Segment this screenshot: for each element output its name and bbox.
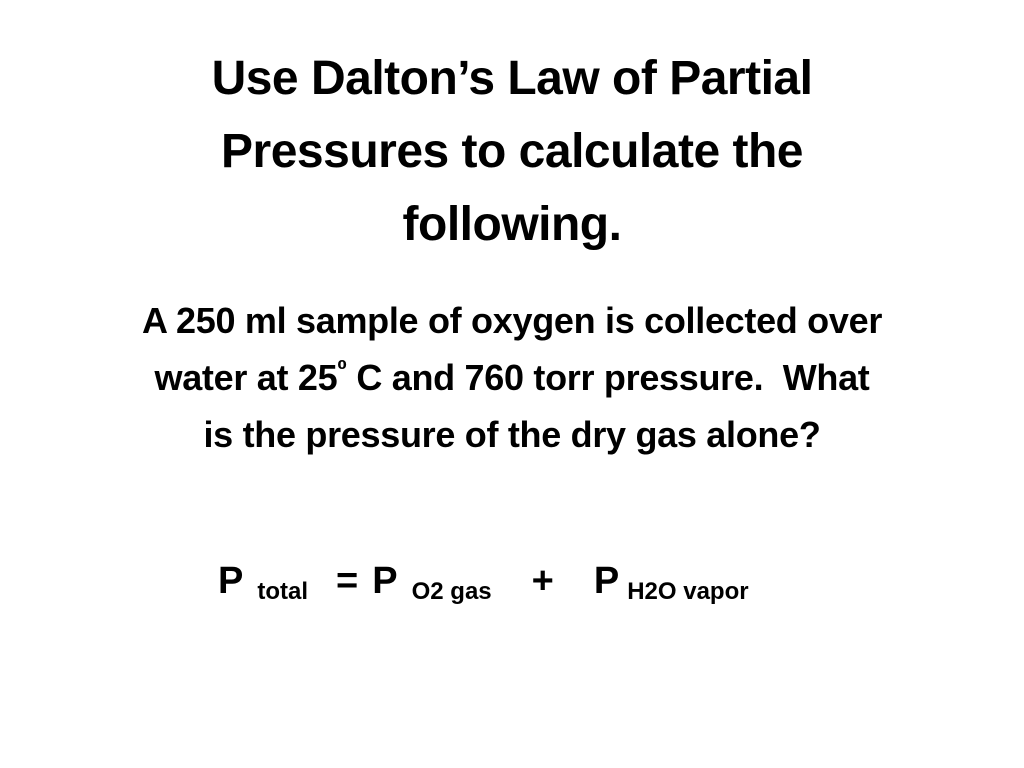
problem-line-2-end: C and 760 torr pressure. What: [346, 357, 870, 398]
partial-pressure-equation: [218, 556, 749, 611]
equals-sign: =: [336, 560, 359, 602]
problem-statement: [40, 292, 984, 463]
plus-sign: +: [531, 560, 554, 602]
title-line-3: following.: [402, 198, 622, 251]
p-o2-subscript: O2 gas: [411, 578, 492, 605]
problem-line-3: is the pressure of the dry gas alone?: [203, 414, 821, 455]
slide-title: [112, 42, 912, 261]
degree-symbol: ⁰: [337, 356, 347, 381]
p-o2-symbol: P: [372, 560, 398, 602]
title-line-2: Pressures to calculate the: [221, 125, 803, 178]
p-h2o-symbol: P: [593, 560, 620, 602]
problem-line-2: [40, 349, 984, 406]
problem-line-2-start: water at 25: [154, 357, 338, 398]
problem-line-1: A 250 ml sample of oxygen is collected over: [141, 300, 883, 341]
title-line-1: Use Dalton’s Law of Partial: [211, 52, 813, 105]
p-h2o-subscript: H2O vapor: [627, 578, 749, 605]
p-total-subscript: total: [257, 578, 309, 605]
p-total-symbol: P: [218, 560, 244, 602]
